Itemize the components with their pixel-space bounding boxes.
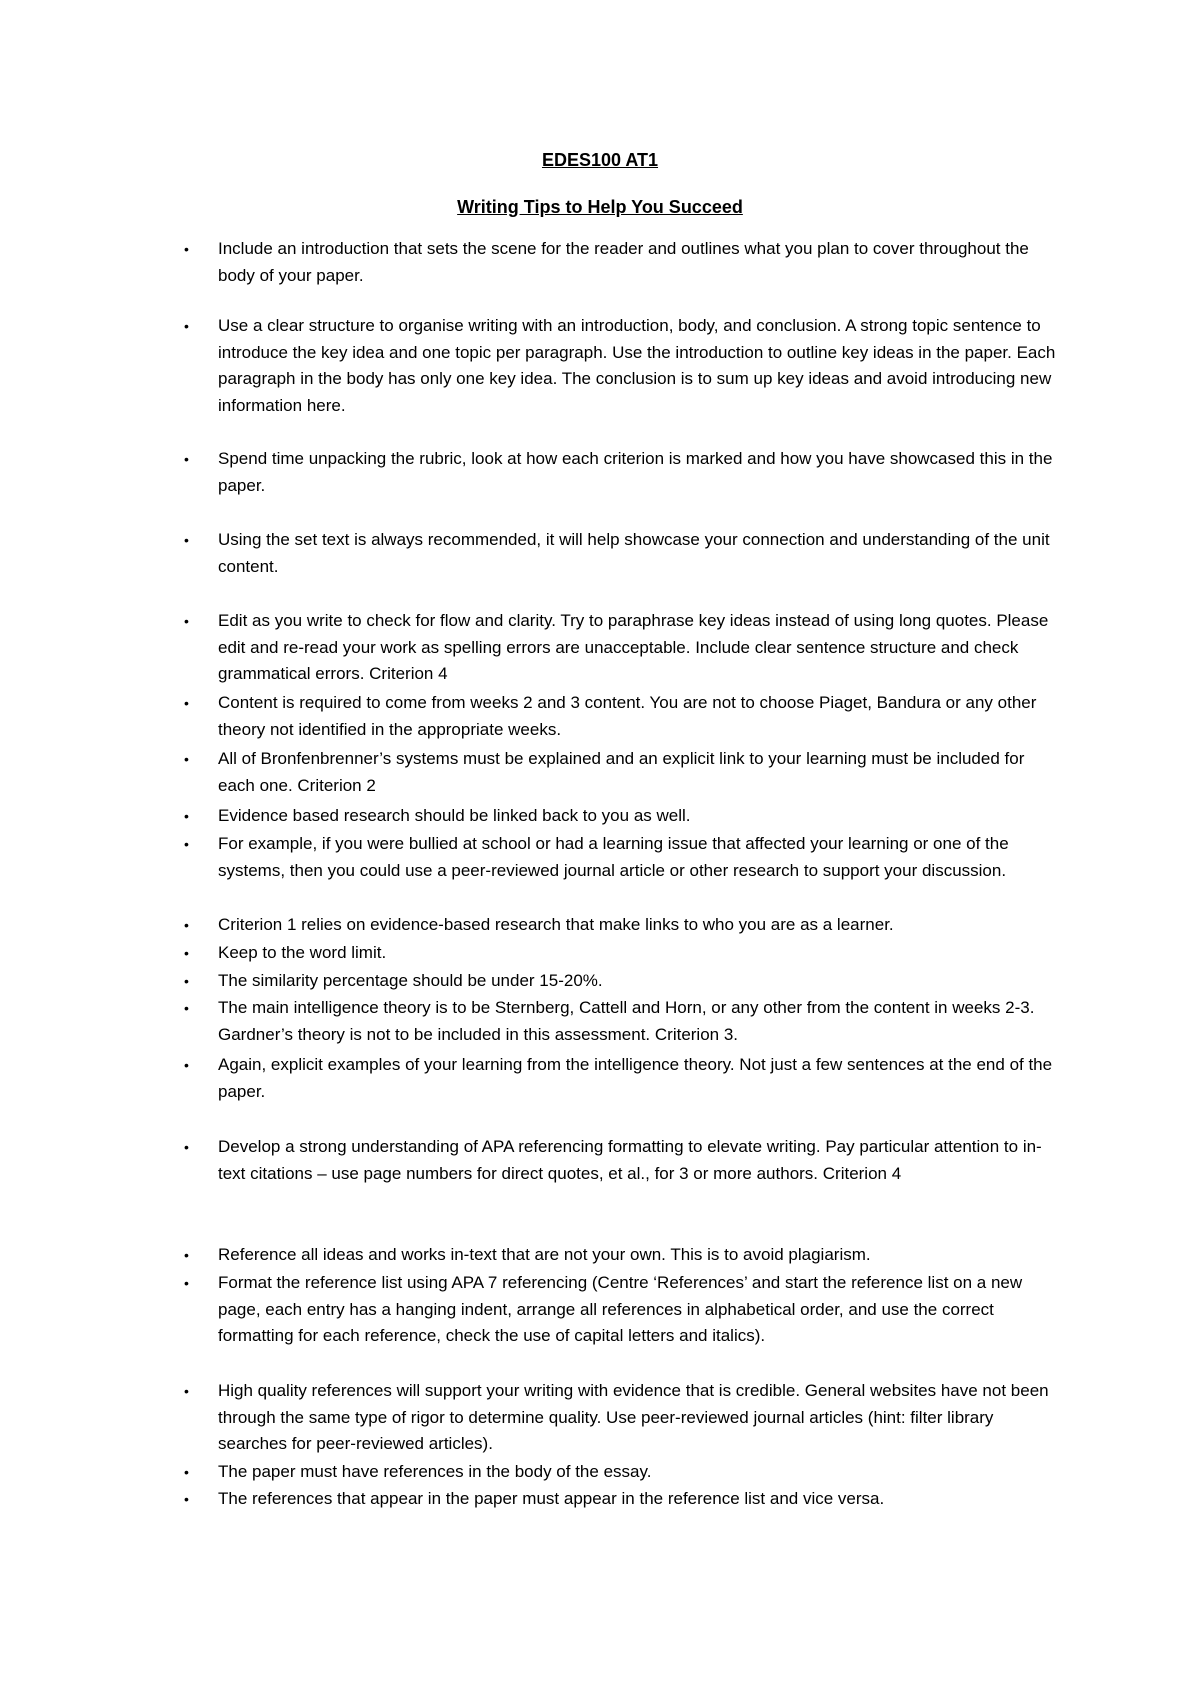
tip-text: The main intelligence theory is to be Sternberg, Cattell and Horn, or any other from the content in weeks 2-3. Gardner’s theory is not to be included in this assessment. Criterion 3. — [218, 998, 1035, 1044]
tip-text: Format the reference list using APA 7 referencing (Centre ‘References’ and start the reference list on a new page, each entry has a hanging indent, arrange all references in alphabetical order, and use the correct formatting for each reference, check the use of capital letters and italics). — [218, 1273, 1023, 1345]
list-item — [184, 446, 1058, 499]
bullet-icon: • — [184, 241, 189, 257]
list-item — [184, 1459, 1058, 1486]
tip-text: Content is required to come from weeks 2 and 3 content. You are not to choose Piaget, Bandura or any other theory not identified in the appropriate weeks. — [218, 693, 1037, 739]
bullet-icon: • — [184, 1247, 189, 1263]
list-item — [184, 1378, 1058, 1458]
list-item — [184, 527, 1058, 580]
document-heading: EDES100 AT1 — [541, 150, 659, 170]
tip-text: Criterion 1 relies on evidence-based research that make links to who you are as a learner. — [218, 915, 894, 934]
list-item — [184, 1052, 1058, 1105]
tip-text: The paper must have references in the body of the essay. — [218, 1462, 652, 1481]
bullet-icon: • — [184, 695, 189, 711]
bullet-icon: • — [184, 1000, 189, 1016]
bullet-icon: • — [184, 1464, 189, 1480]
bullet-icon: • — [184, 1383, 189, 1399]
list-item — [184, 236, 1058, 289]
tip-text: The references that appear in the paper must appear in the reference list and vice versa. — [218, 1489, 885, 1508]
bullet-icon: • — [184, 917, 189, 933]
bullet-icon: • — [184, 945, 189, 961]
bullet-icon: • — [184, 1139, 189, 1155]
list-item — [184, 1242, 1058, 1269]
tip-text: For example, if you were bullied at school or had a learning issue that affected your learning or one of the systems, then you could use a peer-reviewed journal article or other research to support your discussion. — [218, 834, 1009, 880]
bullet-icon: • — [184, 973, 189, 989]
list-item — [184, 831, 1058, 884]
list-item — [184, 912, 1058, 939]
tip-text: All of Bronfenbrenner’s systems must be explained and an explicit link to your learning must be included for each one. Criterion 2 — [218, 749, 1025, 795]
tip-text: Using the set text is always recommended, it will help showcase your connection and understanding of the unit content. — [218, 530, 1050, 576]
list-item — [184, 940, 1058, 967]
tip-text: High quality references will support your writing with evidence that is credible. General websites have not been through the same type of rigor to determine quality. Use peer-reviewed journal articles (hint: filter library searches for peer-reviewed articles). — [218, 1381, 1049, 1453]
document-subheading: Writing Tips to Help You Succeed — [457, 197, 743, 217]
bullet-icon: • — [184, 613, 189, 629]
list-item — [184, 1134, 1058, 1187]
bullet-icon: • — [184, 451, 189, 467]
list-item — [184, 1270, 1058, 1350]
tip-text: Spend time unpacking the rubric, look at how each criterion is marked and how you have showcased this in the paper. — [218, 449, 1053, 495]
tip-text: Again, explicit examples of your learning from the intelligence theory. Not just a few sentences at the end of the paper. — [218, 1055, 1053, 1101]
tip-text: Include an introduction that sets the scene for the reader and outlines what you plan to cover throughout the body of your paper. — [218, 239, 1029, 285]
tip-text: Reference all ideas and works in-text that are not your own. This is to avoid plagiarism. — [218, 1245, 871, 1264]
bullet-icon: • — [184, 318, 189, 334]
tip-text: Use a clear structure to organise writing with an introduction, body, and conclusion. A strong topic sentence to introduce the key idea and one topic per paragraph. Use the introduction to outline key ideas in the paper. Each paragraph in the body has only one key idea. The conclusion is to sum up key ideas and avoid introducing new information here. — [218, 316, 1056, 415]
list-item — [184, 746, 1058, 799]
list-item — [184, 690, 1058, 743]
list-item — [184, 608, 1058, 688]
bullet-icon: • — [184, 808, 189, 824]
tip-text: Evidence based research should be linked back to you as well. — [218, 806, 691, 825]
list-item — [184, 803, 1058, 830]
list-item — [184, 1486, 1058, 1513]
list-item — [184, 995, 1058, 1048]
list-item — [184, 313, 1058, 419]
list-item — [184, 968, 1058, 995]
tip-text: Edit as you write to check for flow and clarity. Try to paraphrase key ideas instead of using long quotes. Please edit and re-read your work as spelling errors are unacceptable. Include clear sentence structure and check grammatical errors. Criterion 4 — [218, 611, 1049, 683]
bullet-icon: • — [184, 836, 189, 852]
tip-text: Develop a strong understanding of APA referencing formatting to elevate writing. Pay particular attention to in-text citations – use page numbers for direct quotes, et al., for 3 or more authors. Criterion 4 — [218, 1137, 1042, 1183]
bullet-icon: • — [184, 532, 189, 548]
bullet-icon: • — [184, 751, 189, 767]
tip-text: The similarity percentage should be under 15-20%. — [218, 971, 603, 990]
bullet-icon: • — [184, 1275, 189, 1291]
bullet-icon: • — [184, 1057, 189, 1073]
tip-text: Keep to the word limit. — [218, 943, 387, 962]
bullet-icon: • — [184, 1491, 189, 1507]
